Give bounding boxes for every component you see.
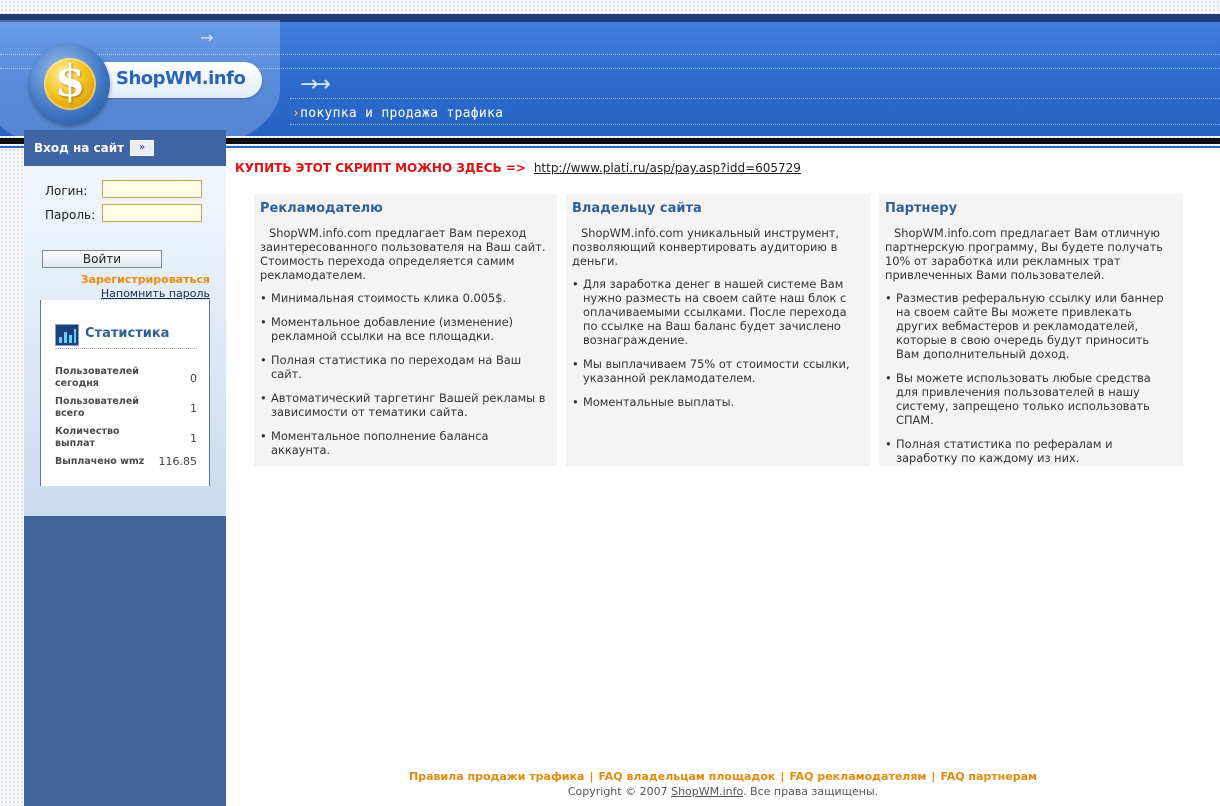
stat-label: Пользователей сегодня	[55, 366, 139, 389]
copyright-site-link[interactable]: ShopWM.info	[671, 785, 744, 798]
partner-card	[879, 194, 1183, 466]
card-intro: ShopWM.info.com предлагает Вам переход заинтересованного пользователя на Ваш сайт. Стоимость перехода определяется самим рекламодателем.	[260, 226, 546, 282]
stats-icon-bar	[59, 337, 62, 343]
stat-value: 0	[190, 372, 197, 385]
buy-script-line	[235, 161, 801, 175]
list-item: • Для заработка денег в нашей системе Вам нужно разместь на своем сайте наш блок с оплачиваемыми ссылками. После перехода по ссылке на Ваш баланс будет зачислено вознаграждение.	[572, 277, 862, 347]
banner-dotted-line	[290, 124, 1220, 125]
advertiser-card	[254, 194, 557, 466]
login-label: Логин:	[45, 184, 88, 198]
card-title: Партнеру	[885, 201, 958, 216]
list-item: • Полная статистика по рефералам и заработку по каждому из них.	[885, 437, 1175, 465]
site-logo[interactable]: ShopWM.info	[116, 68, 246, 89]
slogan-marker-icon: ›	[292, 106, 301, 121]
copyright-prefix: Copyright © 2007	[567, 785, 668, 798]
list-item: • Моментальное пополнение баланса аккаунта.	[260, 429, 550, 457]
list-item: • Полная статистика по переходам на Ваш сайт.	[260, 353, 550, 381]
card-body	[572, 226, 862, 419]
card-intro: ShopWM.info.com уникальный инструмент, позволяющий конвертировать аудиторию в деньги.	[572, 226, 840, 268]
list-item: • Моментальное добавление (изменение) рекламной ссылки на все площадки.	[260, 315, 550, 343]
stats-icon-bar	[74, 329, 76, 343]
sidebar	[24, 130, 226, 806]
list-item: • Разместив реферальную ссылку или баннер на своем сайте Вы можете привлекать других вебмастеров и рекламодателей, которые в свою очередь будут приносить Вам дополнительный доход.	[885, 291, 1175, 361]
password-label: Пароль:	[45, 208, 96, 222]
register-link[interactable]: Зарегистрироваться	[80, 273, 210, 286]
footer-link-faq-owners[interactable]: FAQ владельцам площадок	[598, 770, 776, 783]
main-content	[226, 148, 1220, 806]
copyright-suffix: . Все права защищены.	[743, 785, 879, 798]
password-input[interactable]	[102, 204, 202, 222]
list-item: • Моментальные выплаты.	[572, 395, 862, 409]
card-list	[260, 291, 550, 457]
list-item: • Минимальная стоимость клика 0.005$.	[260, 291, 550, 305]
banner-dotted-line	[290, 98, 1220, 99]
stat-label: Выплачено wmz	[55, 456, 145, 467]
slogan-text: покупка и продажа трафика	[300, 106, 504, 121]
login-input[interactable]	[102, 180, 202, 198]
footer-link-faq-advertisers[interactable]: FAQ рекламодателям	[789, 770, 927, 783]
arrow-right-icon: →	[200, 28, 214, 47]
stats-panel	[40, 300, 210, 486]
footer-separator: |	[589, 770, 594, 783]
login-button[interactable]: Войти	[42, 250, 162, 268]
stats-separator	[55, 348, 197, 349]
footer-copyright	[226, 785, 1220, 798]
list-item: • Мы выплачиваем 75% от стоимости ссылки, указанной рекламодателем.	[572, 357, 862, 385]
list-item: • Автоматический таргетинг Вашей рекламы в зависимости от тематики сайта.	[260, 391, 550, 419]
stats-title: Статистика	[85, 326, 170, 341]
stat-label: Пользователей всего	[55, 396, 139, 419]
double-arrow-right-icon: →→	[300, 72, 325, 97]
card-title: Рекламодателю	[260, 201, 383, 216]
list-item: • Вы можете использовать любые средства для привлечения пользователей в нашу систему, запрещено только использовать СПАМ.	[885, 371, 1175, 427]
footer-links	[226, 770, 1220, 783]
stat-label: Количество выплат	[55, 426, 120, 449]
card-list	[885, 291, 1175, 465]
card-intro: ShopWM.info.com предлагает Вам отличную партнерскую программу, Вы будете получать 10% от заработка или рекламных трат привлеченных Вами пользователей.	[885, 226, 1163, 282]
login-tab	[24, 130, 226, 166]
login-arrow-icon[interactable]: »	[130, 140, 154, 156]
stat-value: 116.85	[158, 455, 197, 468]
stats-chart-icon	[55, 324, 79, 346]
login-panel	[24, 166, 226, 516]
buy-script-label: КУПИТЬ ЭТОТ СКРИПТ МОЖНО ЗДЕСЬ =>	[235, 161, 526, 175]
stats-icon-bar	[64, 332, 67, 343]
card-list	[572, 277, 862, 409]
card-title: Владельцу сайта	[572, 201, 702, 216]
card-body	[260, 226, 550, 467]
site-owner-card	[566, 194, 870, 466]
card-body	[885, 226, 1175, 475]
stat-value: 1	[190, 432, 197, 445]
buy-script-link[interactable]: http://www.plati.ru/asp/pay.asp?idd=605729	[533, 161, 801, 175]
footer-link-faq-partners[interactable]: FAQ партнерам	[940, 770, 1038, 783]
stats-icon-bar	[69, 335, 72, 343]
footer-separator: |	[931, 770, 936, 783]
footer	[226, 770, 1220, 798]
footer-separator: |	[780, 770, 785, 783]
site-slogan	[292, 106, 503, 121]
stat-value: 1	[190, 402, 197, 415]
header	[0, 0, 1220, 148]
dollar-icon: $	[54, 56, 86, 107]
login-title: Вход на сайт	[34, 141, 125, 155]
remind-password-link[interactable]: Напомнить пароль	[100, 287, 210, 300]
footer-link-rules[interactable]: Правила продажи трафика	[408, 770, 585, 783]
